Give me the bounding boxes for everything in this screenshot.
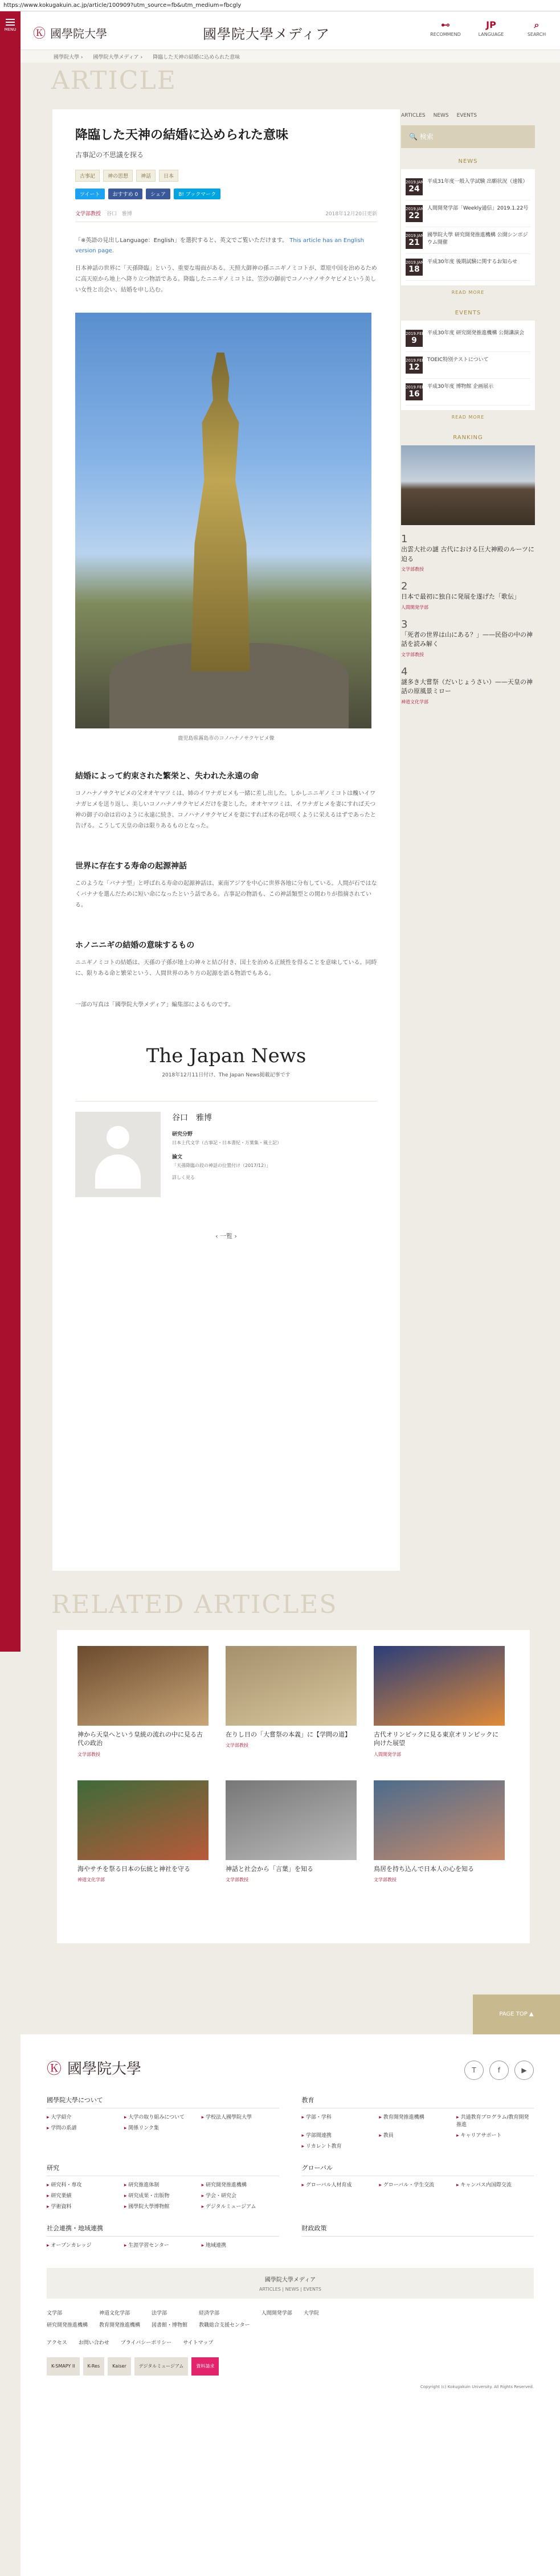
date-badge	[406, 232, 423, 249]
date-month: 2019.FEB	[406, 331, 425, 336]
footer-section	[302, 2223, 534, 2249]
footer-media-title[interactable]: 國學院大學メディア	[264, 2277, 316, 2283]
share-button[interactable]: B! ブックマーク	[174, 189, 220, 199]
footer-media-links[interactable]: ARTICLES | NEWS | EVENTS	[259, 2287, 321, 2292]
footer-logo[interactable]	[47, 2057, 534, 2078]
author-name[interactable]: 谷口 雅博	[172, 1113, 212, 1123]
related-card-category: 文学部教授	[77, 1751, 100, 1757]
footer-link[interactable]: ▸ 教育開発推進機構	[379, 2113, 456, 2128]
events-list	[401, 321, 535, 410]
ranking-title: 日本で最初に独自に発展を遂げた「歌伝」	[401, 593, 520, 600]
date-month: 2019.FEB	[406, 358, 425, 363]
list-item[interactable]	[406, 325, 530, 352]
ranking-title: 出雲大社の謎 古代における巨大神殿のルーツに迫る	[401, 546, 535, 563]
related-grid	[77, 1646, 509, 1883]
footer-nav	[47, 2309, 534, 2328]
hamburger-icon	[0, 19, 21, 26]
footer-link[interactable]: ▸ 関係リンク集	[124, 2124, 202, 2131]
avatar	[75, 1112, 161, 1197]
footer-section-title[interactable]: 研究	[47, 2163, 279, 2176]
university-logo[interactable]	[33, 24, 107, 42]
events-more[interactable]: READ MORE	[451, 415, 485, 420]
footer-nav-link[interactable]: 教職総合支援センター	[199, 2323, 250, 2328]
related-card-category: 人間開発学部	[374, 1751, 401, 1757]
pager-list-link[interactable]: 一覧	[220, 1232, 232, 1240]
header-icon-label: SEARCH	[527, 32, 546, 37]
ranking-list	[401, 533, 535, 705]
related-card-title: 古代オリンピックに見る東京オリンピックに向けた展望	[374, 1731, 499, 1747]
japan-news-note: 2018年12月11日付け、The Japan News掲載記事です	[162, 1072, 291, 1078]
section-title: ARTICLE	[51, 66, 177, 95]
breadcrumb-item: 降臨した天神の結婚に込められた意味	[153, 55, 240, 60]
footer-link[interactable]: ▸ 学術資料	[47, 2202, 124, 2210]
ranking-number: 1	[401, 533, 408, 545]
footer-nav-link[interactable]: 人間開発学部	[261, 2311, 292, 2316]
section-heading: 結婚によって約束された繁栄と、失われた永遠の命	[75, 771, 259, 781]
footer-banner[interactable]: 資料請求	[191, 2357, 219, 2376]
article-subtitle: 古事記の不思議を探る	[75, 150, 144, 159]
footer-util-link[interactable]: アクセス	[47, 2340, 67, 2346]
related-card-image	[374, 1780, 505, 1860]
menu-button[interactable]	[0, 11, 21, 32]
date-month: 2019.JAN	[406, 180, 424, 185]
article-title: 降臨した天神の結婚に込められた意味	[75, 128, 289, 142]
footer-link[interactable]: ▸ 共通教育プログラム/教育開発推進	[456, 2113, 534, 2128]
tag-chip[interactable]: 神の思想	[103, 170, 133, 182]
footer-link[interactable]: ▸ 大学の取り組みについて	[124, 2113, 202, 2120]
related-card-title: 神話と社会から「言葉」を知る	[226, 1865, 313, 1873]
related-card-category: 神道文化学部	[77, 1877, 105, 1883]
list-item[interactable]	[406, 227, 530, 254]
footer-nav-link[interactable]: 経済学部	[199, 2311, 220, 2316]
list-item-title: 平成31年度一般入学試験 出願状況（速報）	[427, 179, 528, 185]
list-item-title: 國學院大學 研究開発推進機構 公開シンポジウム開催	[427, 232, 528, 245]
related-card-title: 在りし日の「大嘗祭の本義」に【学問の道】	[226, 1731, 351, 1738]
footer-section-list	[47, 2113, 279, 2131]
ranking-item[interactable]	[401, 619, 535, 658]
date-badge	[406, 357, 423, 374]
share-buttons	[75, 189, 377, 199]
ranking-item[interactable]	[401, 533, 535, 572]
ranking-number: 2	[401, 580, 408, 592]
date-badge	[406, 259, 423, 276]
footer-banners	[47, 2357, 534, 2376]
footer-banner[interactable]: K-SMAPY II	[47, 2357, 80, 2376]
sidebar	[401, 109, 535, 705]
copyright: Copyright (c) Kokugakuin University. All Rights Reserved.	[420, 2385, 534, 2389]
footer-section-list	[47, 2241, 279, 2249]
date-badge	[406, 178, 423, 195]
date-day: 16	[408, 390, 420, 399]
share-button[interactable]: シェア	[146, 189, 170, 199]
logo-text: 國學院大學	[50, 27, 108, 40]
footer-section-title[interactable]: 國學院大學について	[47, 2095, 279, 2108]
footer-link[interactable]: ▸ 地域連携	[202, 2241, 279, 2249]
list-item[interactable]	[406, 200, 530, 227]
date-day: 9	[411, 336, 417, 345]
ranking-title: 謎多き大嘗祭（だいじょうさい）——天皇の神話の原風景ミロー	[401, 678, 533, 695]
photo-caption: 鹿児島県霧島市のコノハナノサクヤビメ像	[178, 735, 275, 742]
list-item[interactable]	[406, 379, 530, 406]
footer-link[interactable]: ▸ 研究成果・出版物	[124, 2192, 202, 2199]
ranking-category: 人間開発学部	[401, 604, 428, 610]
footer-section	[302, 2095, 534, 2149]
social-links	[464, 2061, 534, 2080]
breadcrumb-item[interactable]: 國學院大學 ›	[54, 55, 83, 60]
header-search-button[interactable]	[519, 19, 554, 37]
field-text: 日本上代文学（古事記・日本書紀・万葉集・風土記）	[172, 1140, 281, 1145]
list-item-title: 人間開発学部「Weekly通信」2019.1.22号	[427, 206, 529, 211]
footer-section-title[interactable]: グローバル	[302, 2163, 534, 2176]
footer-note: 一部の写真は「國學院大學メディア」編集部によるものです。	[75, 1001, 234, 1008]
news-more[interactable]: READ MORE	[451, 290, 485, 295]
date-day: 22	[408, 211, 420, 220]
footer-link[interactable]: ▸ 教員	[379, 2131, 456, 2139]
facebook-icon[interactable]: f	[489, 2061, 509, 2080]
twitter-icon[interactable]: T	[464, 2061, 484, 2080]
ranking-item[interactable]	[401, 580, 535, 611]
ranking-title: 「死者の世界は山にある？」——民俗の中の神話を読み解く	[401, 630, 533, 648]
section-paragraph: ニニギノミコトの結婚は、天孫の子孫が地上の神々と結び付き、国土を治める正統性を得ることを意味している。同時に、限りある命と繁栄という、人間世界のあり方の起源を語る物語でもある。	[75, 959, 377, 977]
related-card-title: 鳥居を持ち込んで日本人の心を知る	[374, 1865, 474, 1873]
footer-link[interactable]: ▸ 生涯学習センター	[124, 2241, 202, 2249]
footer-section-title[interactable]: 教育	[302, 2095, 534, 2108]
related-card-title: 神から天皇へという皇統の流れの中に見る古代の政治	[77, 1731, 203, 1747]
related-card-image	[77, 1780, 209, 1860]
breadcrumb-item[interactable]: 國學院大學メディア ›	[93, 55, 143, 60]
date-month: 2019.JAN	[406, 234, 424, 238]
date-badge	[406, 383, 423, 400]
footer-link[interactable]: ▸ 学校法人國學院大學	[202, 2113, 279, 2120]
footer-nav-link[interactable]: 文学部	[47, 2311, 63, 2316]
english-note-text: 「※英語の見出しLanguage：English」を選択すると、英文でご覧いただけます。	[75, 237, 288, 244]
list-item-title: 平成30年度 後期試験に関するお知らせ	[427, 259, 518, 265]
language-icon: JP	[486, 19, 496, 30]
article-meta	[75, 210, 377, 222]
related-card[interactable]	[374, 1780, 505, 1883]
footer-banner[interactable]: K-Res	[83, 2357, 105, 2376]
ranking-top-image[interactable]	[401, 445, 535, 525]
site-header	[21, 11, 560, 50]
tag-list	[75, 170, 377, 182]
related-card-category: 文学部教授	[226, 1743, 248, 1748]
date-badge	[406, 330, 423, 347]
logo-mark-icon: Ⓚ	[33, 27, 46, 41]
footer-link[interactable]: ▸ 学部・学科	[302, 2113, 379, 2128]
footer-link[interactable]: ▸ 研究科・専攻	[47, 2181, 124, 2188]
date-month: 2019.JAN	[406, 260, 424, 265]
footer-section	[47, 2223, 279, 2249]
site-title[interactable]: 國學院大學メディア	[203, 26, 330, 42]
footer-util-link[interactable]: サイトマップ	[183, 2340, 214, 2346]
left-menu-bar	[0, 11, 21, 1652]
header-icon-label: LANGUAGE	[478, 32, 504, 37]
tag-chip[interactable]: 古事記	[75, 170, 100, 182]
tag-chip[interactable]: 日本	[159, 170, 178, 182]
site-footer	[21, 2034, 560, 2576]
english-note	[75, 236, 377, 256]
statue-photo	[75, 313, 371, 728]
browser-url[interactable]: https://www.kokugakuin.ac.jp/article/100909?utm_source=fb&utm_medium=fbcgly	[0, 0, 560, 11]
footer-link[interactable]: ▸ グローバル・学生交流	[379, 2181, 456, 2188]
footer-link[interactable]: ▸ キャリアサポート	[456, 2131, 534, 2139]
paper-text: 「天孫降臨の段の神話の位置付け（2017/12）」	[172, 1162, 271, 1168]
breadcrumb	[21, 50, 560, 63]
footer-section-list	[302, 2181, 534, 2188]
footer-link[interactable]: ▸ リカレント教育	[302, 2142, 379, 2149]
news-list	[401, 169, 535, 285]
related-card[interactable]	[226, 1646, 357, 1758]
sidebar-tabs	[401, 109, 535, 122]
footer-link[interactable]: ▸ 研究業績	[47, 2192, 124, 2199]
footer-link[interactable]: ▸ 学会・研究会	[202, 2192, 279, 2199]
footer-section	[47, 2163, 279, 2210]
header-icons	[428, 19, 554, 37]
ranking-category: 文学部教授	[401, 652, 424, 657]
footer-util-link[interactable]: お問い合わせ	[78, 2340, 109, 2346]
paper-label: 論文	[172, 1154, 183, 1160]
author-more-link[interactable]: 詳しく見る	[172, 1174, 195, 1180]
date-day: 24	[408, 185, 420, 194]
date-month: 2019.JAN	[406, 207, 424, 211]
footer-link[interactable]: ▸ 研究推進体制	[124, 2181, 202, 2188]
footer-nav-link[interactable]: 法学部	[152, 2311, 167, 2316]
youtube-icon[interactable]: ▶	[514, 2061, 534, 2080]
related-card-image	[77, 1646, 209, 1726]
ranking-number: 4	[401, 665, 408, 678]
footer-sections	[47, 2095, 534, 2262]
related-heading: RELATED ARTICLES	[51, 1590, 338, 1619]
ranking-number: 3	[401, 618, 408, 630]
related-card[interactable]	[226, 1780, 357, 1883]
footer-link[interactable]: ▸ 國學院大學博物館	[124, 2202, 202, 2210]
ranking-category: 文学部教授	[401, 567, 424, 572]
date-month: 2019.FEB	[406, 385, 425, 390]
ranking-heading: RANKING	[453, 435, 483, 441]
sidebar-tab-events[interactable]: EVENTS	[456, 113, 477, 118]
list-item-title: TOEIC特別テストについて	[427, 357, 489, 363]
list-item[interactable]	[406, 174, 530, 200]
related-card-category: 文学部教授	[374, 1877, 397, 1883]
related-card[interactable]	[77, 1780, 209, 1883]
footer-util-link[interactable]: プライバシーポリシー	[120, 2340, 172, 2346]
list-item[interactable]	[406, 352, 530, 379]
footer-banner[interactable]: デジタルミュージアム	[134, 2357, 189, 2376]
menu-label: MENU	[4, 27, 17, 32]
author-profile	[75, 1101, 377, 1197]
related-card-category: 文学部教授	[226, 1877, 248, 1883]
list-item-title: 平成30年度 研究開発推進機構 公開講演会	[427, 330, 525, 336]
page-top-button[interactable]: PAGE TOP ▲	[473, 1995, 560, 2034]
footer-link[interactable]: ▸ グローバル人材育成	[302, 2181, 379, 2188]
article-sections	[75, 770, 377, 979]
footer-nav-link[interactable]: 図書館・博物館	[152, 2323, 188, 2328]
footer-link[interactable]: ▸ 学部間連携	[302, 2131, 379, 2139]
section-heading: 世界に存在する寿命の起源神話	[75, 861, 187, 871]
list-item[interactable]	[406, 254, 530, 281]
footer-logo-text: 國學院大學	[67, 2061, 142, 2078]
header-language-button[interactable]	[473, 19, 509, 37]
related-card[interactable]	[374, 1646, 505, 1758]
date-day: 21	[408, 238, 420, 247]
english-version-link[interactable]: This article has an English version page.	[75, 237, 365, 254]
date-day: 18	[408, 265, 420, 274]
section-paragraph: このような「バナナ型」と呼ばれる寿命の起源神話は、東南アジアを中心に世界各地に分布している。人間が石ではなくバナナを選んだために短い命になったという話である。古事記の物語も、この神話類型との関わりが指摘されている。	[75, 880, 377, 908]
footer-nav-link[interactable]: 教育開発推進機構	[99, 2323, 141, 2328]
footer-section-list	[302, 2113, 534, 2149]
footer-nav-link[interactable]: 神道文化学部	[99, 2311, 130, 2316]
related-card-image	[226, 1646, 357, 1726]
related-card[interactable]	[77, 1646, 209, 1758]
related-card-image	[226, 1780, 357, 1860]
share-button[interactable]: ツイート	[75, 189, 105, 199]
header-icon-label: RECOMMEND	[430, 32, 461, 37]
article-author-short[interactable]: 谷口 雅博	[107, 211, 133, 217]
recommend-icon: ⊷	[441, 19, 450, 30]
events-heading: EVENTS	[455, 310, 481, 316]
field-label: 研究分野	[172, 1131, 193, 1137]
header-recommend-button[interactable]	[428, 19, 463, 37]
footer-section-list	[47, 2181, 279, 2210]
footer-link[interactable]: ▸ デジタルミュージアム	[202, 2202, 279, 2210]
article-category[interactable]: 文学部教授	[75, 211, 101, 217]
section-paragraph: コノハナノサクヤビメの父オオヤマツミは、姉のイワナガヒメも一緒に差し出した。しかしニニギノミコトは醜いイワナガヒメを送り返し、美しいコノハナノサクヤビメだけを妻とした。オオヤマツミは、イワナガヒメを妻にすれば天つ神の御子の命は岩のように永遠に続き、コノハナノサクヤビメを妻にすれば木の花が咲くように栄えるはずであったと告げる。こうして天皇の命は限りあるものとなった。	[75, 790, 376, 829]
photo-statue	[183, 353, 257, 671]
ranking-item[interactable]	[401, 666, 535, 705]
footer-link[interactable]: ▸ オープンカレッジ	[47, 2241, 124, 2249]
footer-link[interactable]: ▸ 学問の系譜	[47, 2124, 124, 2131]
footer-logo-mark-icon: Ⓚ	[47, 2061, 62, 2078]
footer-media-bar	[47, 2268, 534, 2299]
footer-link[interactable]: ▸ キャンパス内国際交流	[456, 2181, 534, 2188]
date-badge	[406, 205, 423, 222]
related-card-title: 海やサチを祭る日本の伝統と神社を守る	[77, 1865, 190, 1873]
footer-section-title[interactable]: 財政政策	[302, 2223, 534, 2237]
date-day: 12	[408, 363, 420, 372]
section-heading: ホノニニギの結婚の意味するもの	[75, 940, 195, 950]
footer-link[interactable]: ▸ 大学紹介	[47, 2113, 124, 2120]
footer-link[interactable]: ▸ 研究開発推進機構	[202, 2181, 279, 2188]
sidebar-search[interactable]: 🔍 検索	[401, 125, 535, 148]
footer-section-title[interactable]: 社会連携・地域連携	[47, 2223, 279, 2237]
japan-news-logo: The Japan News	[146, 1044, 306, 1067]
tag-chip[interactable]: 神話	[136, 170, 156, 182]
pager: ‹ 一覧 ›	[215, 1232, 237, 1240]
footer-links	[47, 2339, 534, 2346]
related-card-image	[374, 1646, 505, 1726]
footer-nav-link[interactable]: 大学院	[303, 2311, 319, 2316]
footer-section	[302, 2163, 534, 2210]
list-item-title: 平成30年度 博物館 企画展示	[427, 384, 494, 390]
ranking-category: 神道文化学部	[401, 699, 428, 705]
sidebar-tab-news[interactable]: NEWS	[433, 113, 449, 118]
share-button[interactable]: おすすめ 0	[108, 189, 143, 199]
related-articles	[57, 1630, 530, 1943]
news-heading: NEWS	[458, 158, 478, 165]
article-date: 2018年12月20日更新	[325, 211, 377, 217]
footer-section	[47, 2095, 279, 2149]
article-card	[52, 109, 400, 1571]
sidebar-tab-articles[interactable]: ARTICLES	[401, 113, 426, 118]
footer-banner[interactable]: Kaiser	[108, 2357, 131, 2376]
search-icon: ⌕	[534, 19, 539, 30]
intro-paragraph: 日本神話の世界に「天孫降臨」という、重要な場面がある。天照大御神の孫ニニギノミコトが、葦原中国を治めるために高天原から地上へ降り立つ物語である。降臨したニニギノミコトは、笠沙の御前でコノハナノサクヤビメという美しい女性と出会い、結婚を申し込む。	[75, 265, 377, 293]
footer-nav-link[interactable]: 研究開発推進機構	[47, 2323, 88, 2328]
